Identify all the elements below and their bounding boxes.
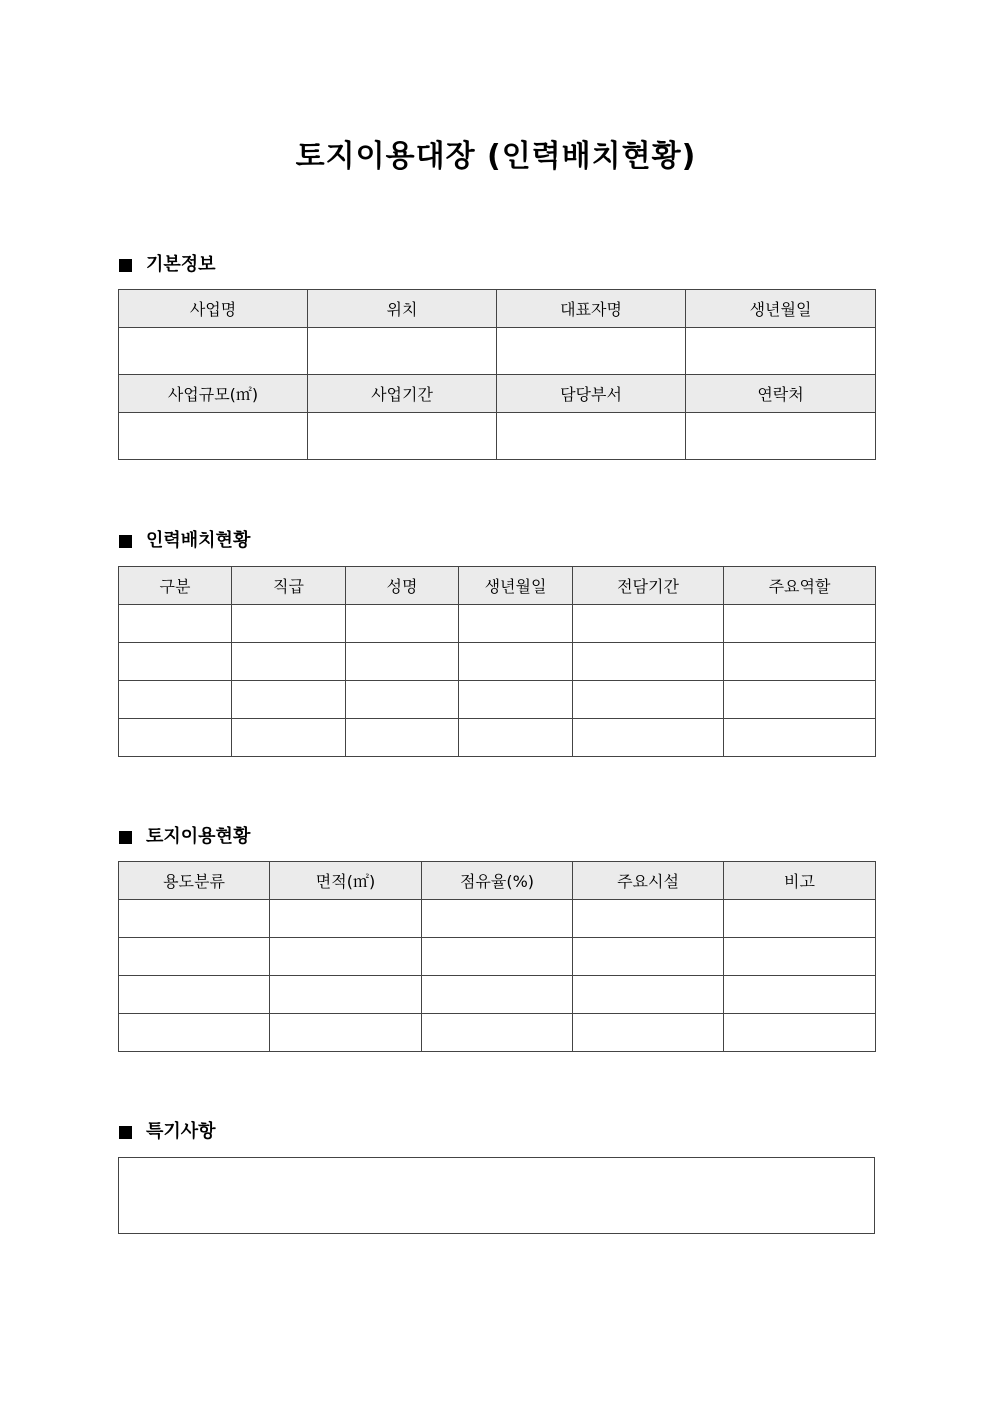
section-heading-label: 인력배치현황 — [146, 530, 251, 551]
section-heading-label: 토지이용현황 — [146, 826, 251, 847]
header-category: 구분 — [119, 567, 232, 605]
table-cell[interactable] — [422, 976, 573, 1014]
header-share: 점유율(%) — [422, 862, 573, 900]
representative-cell[interactable] — [497, 328, 686, 375]
land-use-table — [118, 861, 876, 1052]
header-project-period: 사업기간 — [308, 375, 497, 413]
table-cell[interactable] — [119, 719, 232, 757]
department-cell[interactable] — [497, 413, 686, 460]
header-birth-date: 생년월일 — [459, 567, 573, 605]
page-title: 토지이용대장 (인력배치현황) — [295, 139, 697, 174]
table-row — [119, 900, 876, 938]
staffing-table — [118, 566, 876, 757]
header-contact: 연락처 — [686, 375, 876, 413]
table-cell[interactable] — [422, 938, 573, 976]
table-cell[interactable] — [459, 643, 573, 681]
header-name: 성명 — [346, 567, 459, 605]
header-dedicated-period: 전담기간 — [573, 567, 724, 605]
table-cell[interactable] — [724, 1014, 876, 1052]
table-cell[interactable] — [573, 681, 724, 719]
table-cell[interactable] — [573, 719, 724, 757]
header-use-category: 용도분류 — [119, 862, 270, 900]
table-row — [119, 681, 876, 719]
table-cell[interactable] — [573, 605, 724, 643]
header-main-role: 주요역할 — [724, 567, 876, 605]
table-cell[interactable] — [346, 681, 459, 719]
project-scale-cell[interactable] — [119, 413, 308, 460]
table-cell[interactable] — [270, 976, 422, 1014]
header-department: 담당부서 — [497, 375, 686, 413]
table-cell[interactable] — [573, 938, 724, 976]
birth-date-cell[interactable] — [686, 328, 876, 375]
project-name-cell[interactable] — [119, 328, 308, 375]
table-row — [119, 976, 876, 1014]
table-cell[interactable] — [422, 1014, 573, 1052]
section-heading-basic-info — [119, 253, 216, 277]
table-cell[interactable] — [232, 643, 346, 681]
table-row — [119, 1014, 876, 1052]
header-remarks: 비고 — [724, 862, 876, 900]
table-cell[interactable] — [724, 976, 876, 1014]
table-cell[interactable] — [724, 643, 876, 681]
table-cell[interactable] — [232, 681, 346, 719]
square-bullet-icon — [119, 1126, 132, 1139]
special-notes-box[interactable] — [118, 1157, 875, 1234]
basic-info-table — [118, 289, 876, 460]
table-cell[interactable] — [119, 681, 232, 719]
header-location: 위치 — [308, 290, 497, 328]
header-project-scale: 사업규모(㎡) — [119, 375, 308, 413]
table-cell[interactable] — [119, 900, 270, 938]
section-heading-label: 특기사항 — [146, 1121, 216, 1142]
header-area: 면적(㎡) — [270, 862, 422, 900]
table-cell[interactable] — [573, 900, 724, 938]
table-cell[interactable] — [346, 605, 459, 643]
section-heading-staffing — [119, 529, 250, 553]
table-cell[interactable] — [459, 681, 573, 719]
location-cell[interactable] — [308, 328, 497, 375]
contact-cell[interactable] — [686, 413, 876, 460]
table-row — [119, 938, 876, 976]
square-bullet-icon — [119, 259, 132, 272]
project-period-cell[interactable] — [308, 413, 497, 460]
table-cell[interactable] — [232, 605, 346, 643]
square-bullet-icon — [119, 535, 132, 548]
table-cell[interactable] — [119, 1014, 270, 1052]
table-cell[interactable] — [270, 1014, 422, 1052]
section-heading-label: 기본정보 — [146, 254, 216, 275]
table-cell[interactable] — [724, 681, 876, 719]
table-cell[interactable] — [232, 719, 346, 757]
table-cell[interactable] — [573, 976, 724, 1014]
table-cell[interactable] — [724, 719, 876, 757]
table-cell[interactable] — [422, 900, 573, 938]
table-row — [119, 719, 876, 757]
table-cell[interactable] — [270, 900, 422, 938]
table-cell[interactable] — [119, 976, 270, 1014]
table-cell[interactable] — [724, 900, 876, 938]
header-project-name: 사업명 — [119, 290, 308, 328]
table-cell[interactable] — [119, 643, 232, 681]
header-birth-date: 생년월일 — [686, 290, 876, 328]
table-cell[interactable] — [119, 938, 270, 976]
table-cell[interactable] — [573, 643, 724, 681]
section-heading-land-use — [119, 825, 250, 849]
table-cell[interactable] — [724, 938, 876, 976]
header-rank: 직급 — [232, 567, 346, 605]
table-cell[interactable] — [459, 719, 573, 757]
table-row — [119, 643, 876, 681]
table-cell[interactable] — [459, 605, 573, 643]
table-row — [119, 605, 876, 643]
table-cell[interactable] — [346, 643, 459, 681]
table-cell[interactable] — [119, 605, 232, 643]
table-cell[interactable] — [573, 1014, 724, 1052]
table-cell[interactable] — [346, 719, 459, 757]
square-bullet-icon — [119, 831, 132, 844]
section-heading-special-notes — [119, 1120, 216, 1144]
table-cell[interactable] — [270, 938, 422, 976]
header-representative: 대표자명 — [497, 290, 686, 328]
header-main-facility: 주요시설 — [573, 862, 724, 900]
table-cell[interactable] — [724, 605, 876, 643]
